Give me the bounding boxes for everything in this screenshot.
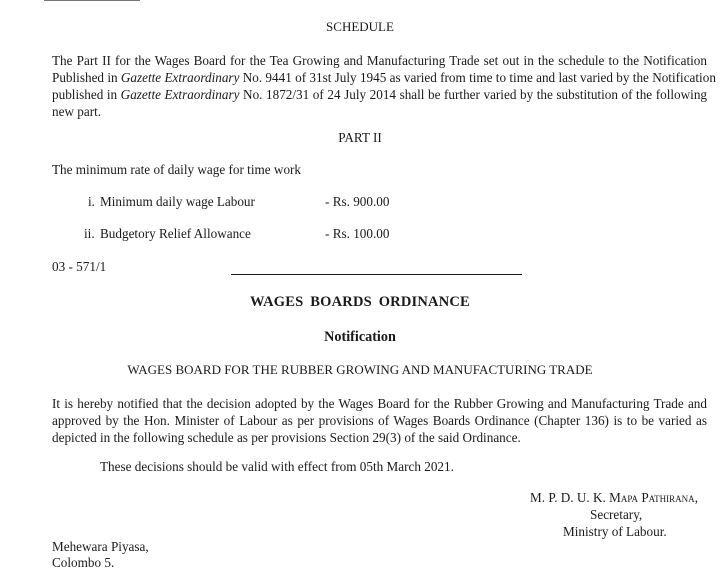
top-edge-rule — [44, 0, 140, 4]
wage-intro: The minimum rate of daily wage for time work — [52, 162, 302, 177]
reference-number: 03 - 571/1 — [52, 259, 107, 274]
signatory-name: M. P. D. U. K. Mapa Pathirana, — [530, 490, 698, 505]
ordinance-paragraph-line-3: depicted in the following schedule as per provisions Section 29(3) of the said Ordinance. — [52, 430, 521, 445]
schedule-paragraph-line-1: The Part II for the Wages Board for the Tea Growing and Manufacturing Trade set out in the schedule to the Notification — [52, 53, 707, 68]
wage-item-number: ii. — [84, 226, 95, 241]
gazette-extraordinary-italic: Gazette Extraordinary — [120, 87, 240, 102]
wage-item-label: Minimum daily wage Labour — [100, 194, 255, 209]
notification-heading: Notification — [324, 329, 396, 345]
wage-item-value: - Rs. 100.00 — [325, 226, 390, 241]
wage-item-number: i. — [88, 194, 95, 209]
effective-date: These decisions should be valid with effect from 05th March 2021. — [100, 459, 454, 474]
ordinance-title: WAGES BOARDS ORDINANCE — [250, 294, 470, 310]
ordinance-paragraph-line-2: approved by the Hon. Minister of Labour as per provisions of Wages Boards Ordinance (Chapter 136) is to be varied as — [52, 413, 707, 428]
schedule-paragraph-line-2: Published in Gazette Extraordinary No. 9441 of 31st July 1945 as varied from time to time and last varied by the Notification — [52, 70, 716, 85]
address-line-1: Mehewara Piyasa, — [52, 539, 149, 554]
schedule-paragraph-line-3: published in Gazette Extraordinary No. 1872/31 of 24 July 2014 shall be further varied by the substitution of the following — [52, 87, 708, 102]
ordinance-paragraph-line-1: It is hereby notified that the decision adopted by the Wages Board for the Rubber Growing and Manufacturing Trade and — [52, 396, 707, 411]
schedule-paragraph — [52, 52, 716, 120]
wage-item-value: - Rs. 900.00 — [325, 194, 390, 209]
section-divider — [231, 274, 522, 275]
ordinance-paragraph — [52, 395, 707, 446]
wage-item-label: Budgetory Relief Allowance — [100, 226, 251, 241]
schedule-paragraph-line-4: new part. — [52, 104, 102, 119]
schedule-title: SCHEDULE — [326, 19, 394, 34]
part-title: PART II — [338, 130, 382, 145]
signatory-ministry: Ministry of Labour. — [563, 524, 667, 539]
wages-board-heading: WAGES BOARD FOR THE RUBBER GROWING AND MANUFACTURING TRADE — [127, 362, 593, 377]
signatory-title: Secretary, — [590, 507, 643, 522]
address-line-2: Colombo 5. — [52, 555, 115, 570]
gazette-extraordinary-italic: Gazette Extraordinary — [120, 70, 240, 85]
